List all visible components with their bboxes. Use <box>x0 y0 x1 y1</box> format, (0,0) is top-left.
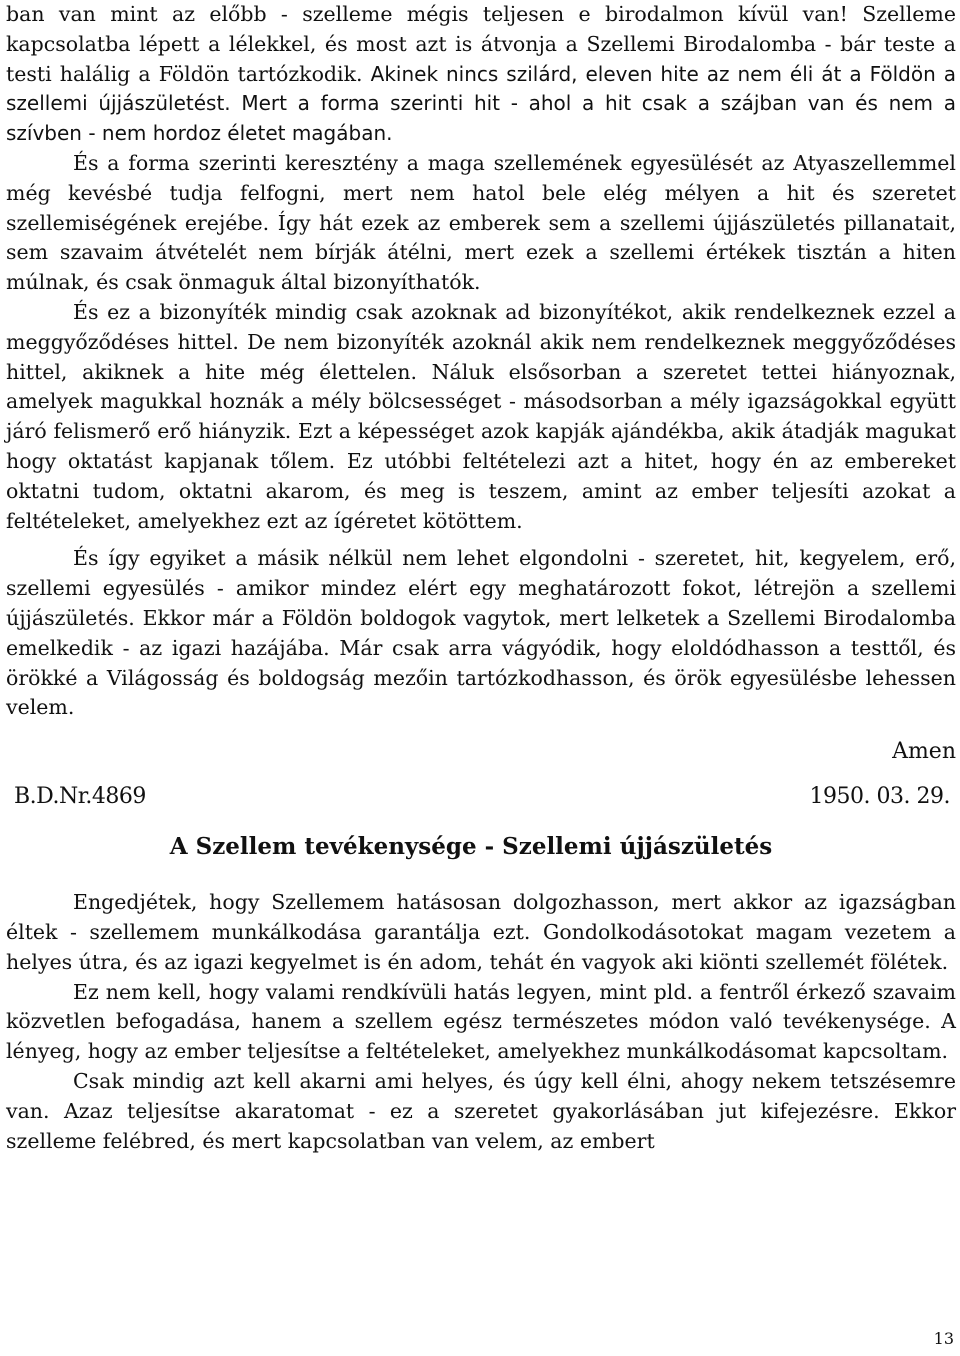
paragraph-7: Csak mindig azt kell akarni ami helyes, és úgy kell élni, ahogy nekem tetszésemre van. Azaz teljesítse akaratomat - ez a szeretet gyakorlásában jut kifejezésre. Ekkor szelleme felébred, és mert kapcsolatban van velem, az embert <box>6 1068 956 1153</box>
paragraph-6: Ez nem kell, hogy valami rendkívüli hatás legyen, mint pld. a fentről érkező szavaim közvetlen befogadása, hanem a szellem egész természetes módon való tevékenysége. A lényeg, hogy az ember teljesítse a feltételeket, amelyekhez munkálkodásomat kapcsoltam. <box>6 979 956 1064</box>
paragraph-3: És ez a bizonyíték mindig csak azoknak ad bizonyítékot, akik rendelkeznek ezzel a meggyőződéses hittel. De nem bizonyíték azoknál akik nem rendelkeznek meggyőződéses hittel, akiknek a hite még élettelen. Náluk elsősorban a szeretet tettei hiányoznak, amelyek magukkal hoznák a mély bölcsességet - másodsorban a mély igazságokkal együtt járó felismerő erő hiányzik. Ezt a képességet azok kapják ajándékba, akik átadják magukat hogy oktatást kapjanak tőlem. Ez utóbbi feltételezi azt a hitet, hogy én az embereket oktatni tudom, oktatni akarom, és meg is teszem, amint az ember teljesíti azokat a feltételeket, amelyekhez ezt az ígéretet kötöttem. <box>6 299 956 533</box>
paragraph-1-serif-part: ban van mint az előbb - szelleme mégis teljesen e birodalmon kívül van! Szelleme kapcsolatba lépett a lélekkel, és most azt is átvonja a Szellemi Birodalomba - bár teste a testi halálig a Földön tartózkodik. <box>6 2 956 86</box>
paragraph-5: Engedjétek, hogy Szellemem hatásosan dolgozhasson, mert akkor az igazságban éltek - szellemem munkálkodása garantálja ezt. Gondolkodásotokat magam vezetem a helyes útra, és az igazi kegyelmet is én adom, tehát én vagyok aki kiönti szellemét fölétek. <box>6 890 956 974</box>
paragraph-1-sans-part: Akinek nincs szilárd, eleven hite az nem éli át a Földön a szellemi újjászületést. Mert a forma szerinti hit - ahol a hit csak a szájban van és nem a szívben - nem hordoz életet magában. <box>6 61 956 146</box>
paragraph-1 <box>6 0 956 149</box>
message-reference: B.D.Nr.4869 <box>14 784 146 810</box>
message-meta <box>6 784 956 809</box>
section-title: A Szellem tevékenysége - Szellemi újjászületés <box>169 833 773 861</box>
paragraph-2: És a forma szerinti keresztény a maga szellemének egyesülését az Atyaszellemmel még kevésbé tudja felfogni, mert nem hatol bele elég mélyen a hit és szeretet szellemiségének erejébe. Így hát ezek az emberek sem a szellemi újjászületés pillanatait, sem szavaim átvételét nem bírják átélni, mert ezek a szellemi értékek tisztán a hiten múlnak, és csak önmaguk által bizonyíthatók. <box>6 150 956 295</box>
document-page <box>6 0 956 1156</box>
paragraph-4: És így egyiket a másik nélkül nem lehet elgondolni - szeretet, hit, kegyelem, erő, szellemi egyesülés - amikor mindez elért egy meghatározott fokot, létrejön a szellemi újjászületés. Ekkor már a Földön boldogok vagytok, mert lelketek a Szellemi Birodalomba emelkedik - az igazi hazájába. Már csak arra vágyódik, hogy eloldódhasson a testtől, és örökké a Világosság és boldogság mezőin tartózkodhasson, és örök egyesülésbe lehessen velem. <box>6 546 956 720</box>
message-date: 1950. 03. 29. <box>809 784 950 810</box>
closing-amen: Amen <box>892 739 956 765</box>
page-number: 13 <box>933 1329 954 1348</box>
